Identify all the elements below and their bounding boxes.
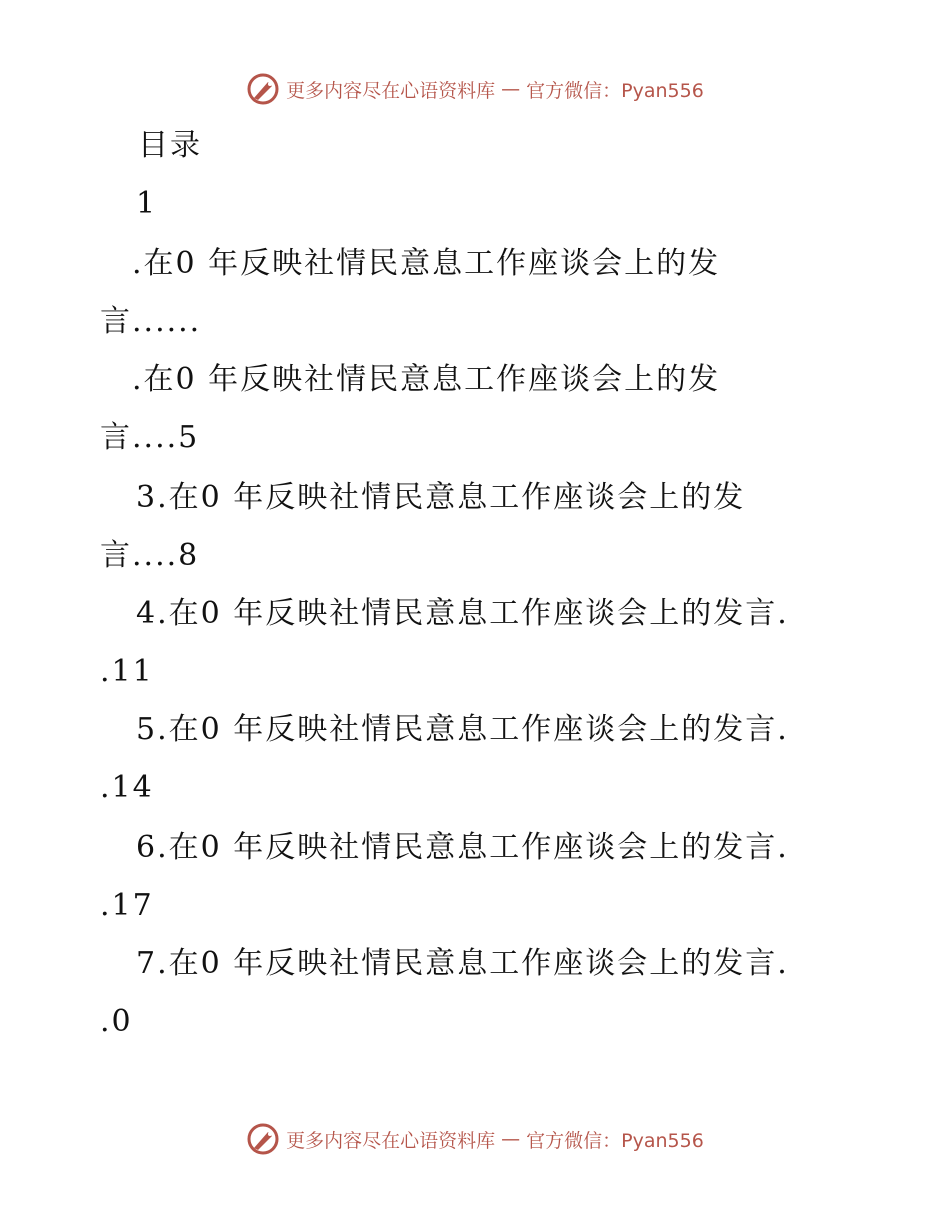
header-banner-separator: — bbox=[501, 78, 521, 100]
toc-line: 7.在0 年反映社情民意息工作座谈会上的发言. bbox=[136, 946, 789, 981]
pen-logo-icon bbox=[246, 72, 280, 106]
toc-line: .14 bbox=[100, 770, 154, 805]
toc-line: 言...... bbox=[100, 304, 202, 339]
footer-banner-separator: — bbox=[501, 1128, 521, 1150]
toc-line: .0 bbox=[100, 1004, 133, 1039]
footer-banner bbox=[0, 1122, 950, 1156]
toc-line: .17 bbox=[100, 888, 154, 923]
pen-logo-icon bbox=[246, 1122, 280, 1156]
toc-line: 言....5 bbox=[100, 420, 200, 455]
toc-line: .在0 年反映社情民意息工作座谈会上的发 bbox=[132, 246, 721, 281]
toc-line: 1 bbox=[136, 186, 158, 221]
toc-line: .11 bbox=[100, 654, 154, 689]
toc-line: 言....8 bbox=[100, 538, 200, 573]
footer-banner-contact: 官方微信：Pyan556 bbox=[526, 1129, 704, 1152]
toc-line: .在0 年反映社情民意息工作座谈会上的发 bbox=[132, 362, 721, 397]
header-banner-text: 更多内容尽在心语资料库 bbox=[286, 79, 496, 102]
toc-line: 3.在0 年反映社情民意息工作座谈会上的发 bbox=[136, 480, 746, 515]
toc-line: 4.在0 年反映社情民意息工作座谈会上的发言. bbox=[136, 596, 789, 631]
toc-line: 6.在0 年反映社情民意息工作座谈会上的发言. bbox=[136, 830, 789, 865]
footer-banner-text: 更多内容尽在心语资料库 bbox=[286, 1129, 496, 1152]
header-banner bbox=[0, 72, 950, 106]
toc-title: 目录 bbox=[138, 128, 202, 163]
header-banner-contact: 官方微信：Pyan556 bbox=[526, 79, 704, 102]
toc-line: 5.在0 年反映社情民意息工作座谈会上的发言. bbox=[136, 712, 789, 747]
